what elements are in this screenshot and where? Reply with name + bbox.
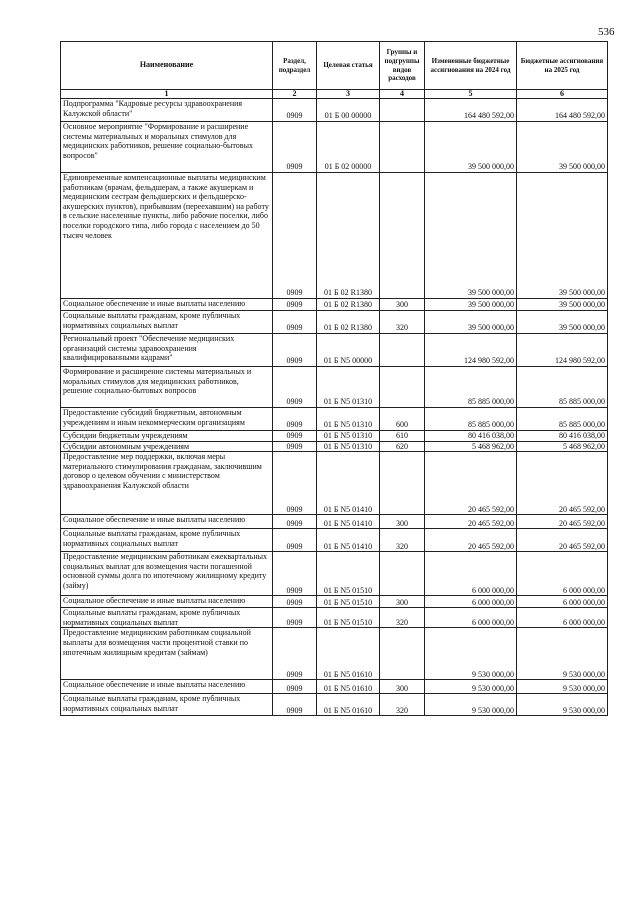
row-amount-2025: 6 000 000,00 [517, 596, 608, 608]
row-target: 01 Б 02 R1380 [317, 311, 380, 334]
row-amount-2024: 20 465 592,00 [425, 529, 517, 552]
row-amount-2024: 164 480 592,00 [425, 99, 517, 122]
col-header-2025: Бюджетные ассигнования на 2025 год [517, 42, 608, 90]
row-amount-2024: 9 530 000,00 [425, 694, 517, 716]
row-target: 01 Б N5 01410 [317, 529, 380, 552]
column-number: 1 [61, 90, 273, 99]
row-target: 01 Б 02 R1380 [317, 173, 380, 299]
col-header-target: Целевая статья [317, 42, 380, 90]
row-amount-2025: 20 465 592,00 [517, 529, 608, 552]
row-amount-2024: 9 530 000,00 [425, 680, 517, 694]
row-expense-group: 620 [380, 441, 425, 452]
row-section: 0909 [273, 408, 317, 431]
row-section: 0909 [273, 431, 317, 442]
column-number-row [61, 90, 608, 99]
row-target: 01 Б N5 01510 [317, 608, 380, 628]
row-target: 01 Б 00 00000 [317, 99, 380, 122]
row-amount-2024: 39 500 000,00 [425, 173, 517, 299]
row-amount-2024: 5 468 962,00 [425, 441, 517, 452]
table-row [61, 552, 608, 596]
row-amount-2025: 85 885 000,00 [517, 408, 608, 431]
row-target: 01 Б N5 01510 [317, 552, 380, 596]
row-amount-2025: 85 885 000,00 [517, 367, 608, 408]
row-amount-2025: 6 000 000,00 [517, 608, 608, 628]
row-name: Предоставление субсидий бюджетным, автономным учреждениям и иным некоммерческим организациям [61, 408, 273, 431]
table-row [61, 408, 608, 431]
row-amount-2025: 9 530 000,00 [517, 680, 608, 694]
row-name: Единовременные компенсационные выплаты медицинским работникам (врачам, фельдшерам, а также акушеркам и медицинским сестрам фельдшерских и фельдшерско-акушерских пунктов), прибывшим (переехавшим) на работу в сельские населенные пункты, либо рабочие поселки, либо поселки городского типа, либо города с населением до 50 тысяч человек [61, 173, 273, 299]
row-section: 0909 [273, 596, 317, 608]
row-amount-2024: 85 885 000,00 [425, 408, 517, 431]
row-name: Региональный проект "Обеспечение медицинских организаций системы здравоохранения квалифицированными кадрами" [61, 334, 273, 367]
table-row [61, 334, 608, 367]
row-section: 0909 [273, 608, 317, 628]
row-name: Социальные выплаты гражданам, кроме публичных нормативных социальных выплат [61, 529, 273, 552]
row-amount-2025: 6 000 000,00 [517, 552, 608, 596]
row-target: 01 Б N5 00000 [317, 334, 380, 367]
row-amount-2025: 39 500 000,00 [517, 173, 608, 299]
row-name: Основное мероприятие "Формирование и расширение системы материальных и моральных стимулов для медицинских работников, решение социально-бытовых вопросов" [61, 122, 273, 173]
row-amount-2025: 9 530 000,00 [517, 694, 608, 716]
row-section: 0909 [273, 311, 317, 334]
row-expense-group [380, 334, 425, 367]
row-name: Предоставление мер поддержки, включая меры материального стимулирования гражданам, заключившим договор о целевом обучении с министерством здравоохранения Калужской области [61, 452, 273, 515]
row-amount-2024: 85 885 000,00 [425, 367, 517, 408]
row-expense-group: 300 [380, 596, 425, 608]
row-expense-group [380, 122, 425, 173]
row-section: 0909 [273, 628, 317, 680]
row-expense-group: 610 [380, 431, 425, 442]
row-expense-group: 300 [380, 680, 425, 694]
row-amount-2024: 39 500 000,00 [425, 299, 517, 311]
row-name: Предоставление медицинским работникам социальной выплаты для возмещения части процентной ставки по ипотечным жилищным кредитам (займам) [61, 628, 273, 680]
row-amount-2025: 39 500 000,00 [517, 122, 608, 173]
row-expense-group: 300 [380, 515, 425, 529]
row-amount-2025: 39 500 000,00 [517, 299, 608, 311]
row-target: 01 Б N5 01510 [317, 596, 380, 608]
row-target: 01 Б N5 01310 [317, 441, 380, 452]
row-expense-group: 320 [380, 608, 425, 628]
column-number: 2 [273, 90, 317, 99]
row-expense-group: 320 [380, 529, 425, 552]
table-row [61, 628, 608, 680]
column-number: 5 [425, 90, 517, 99]
row-section: 0909 [273, 173, 317, 299]
row-amount-2024: 6 000 000,00 [425, 552, 517, 596]
row-expense-group [380, 99, 425, 122]
table-row [61, 173, 608, 299]
table-row [61, 529, 608, 552]
row-name: Социальное обеспечение и иные выплаты населению [61, 299, 273, 311]
row-section: 0909 [273, 367, 317, 408]
row-name: Социальное обеспечение и иные выплаты населению [61, 680, 273, 694]
row-section: 0909 [273, 529, 317, 552]
col-header-2024: Измененные бюджетные ассигнования на 2024 год [425, 42, 517, 90]
row-amount-2024: 6 000 000,00 [425, 608, 517, 628]
row-section: 0909 [273, 515, 317, 529]
row-amount-2024: 39 500 000,00 [425, 122, 517, 173]
row-target: 01 Б N5 01610 [317, 694, 380, 716]
row-amount-2024: 20 465 592,00 [425, 452, 517, 515]
row-section: 0909 [273, 680, 317, 694]
row-target: 01 Б 02 00000 [317, 122, 380, 173]
row-amount-2024: 6 000 000,00 [425, 596, 517, 608]
row-target: 01 Б 02 R1380 [317, 299, 380, 311]
row-target: 01 Б N5 01310 [317, 408, 380, 431]
row-section: 0909 [273, 99, 317, 122]
column-number: 4 [380, 90, 425, 99]
row-expense-group [380, 552, 425, 596]
row-expense-group: 300 [380, 299, 425, 311]
row-section: 0909 [273, 441, 317, 452]
row-target: 01 Б N5 01310 [317, 367, 380, 408]
row-section: 0909 [273, 334, 317, 367]
row-amount-2024: 39 500 000,00 [425, 311, 517, 334]
row-expense-group: 320 [380, 694, 425, 716]
column-number: 3 [317, 90, 380, 99]
table-row [61, 452, 608, 515]
row-name: Социальное обеспечение и иные выплаты населению [61, 596, 273, 608]
row-amount-2025: 124 980 592,00 [517, 334, 608, 367]
row-target: 01 Б N5 01610 [317, 680, 380, 694]
col-header-expense-group: Группы и подгруппы видов расходов [380, 42, 425, 90]
col-header-name: Наименование [61, 42, 273, 90]
row-amount-2024: 124 980 592,00 [425, 334, 517, 367]
table-row [61, 431, 608, 442]
row-name: Субсидии бюджетным учреждениям [61, 431, 273, 442]
table-row [61, 441, 608, 452]
row-target: 01 Б N5 01410 [317, 515, 380, 529]
table-row [61, 122, 608, 173]
table-row [61, 515, 608, 529]
table-row [61, 596, 608, 608]
row-expense-group [380, 452, 425, 515]
table-row [61, 299, 608, 311]
row-name: Социальное обеспечение и иные выплаты населению [61, 515, 273, 529]
row-section: 0909 [273, 694, 317, 716]
row-section: 0909 [273, 122, 317, 173]
header-row [61, 42, 608, 90]
row-amount-2025: 80 416 038,00 [517, 431, 608, 442]
row-amount-2025: 164 480 592,00 [517, 99, 608, 122]
table-row [61, 694, 608, 716]
row-section: 0909 [273, 452, 317, 515]
row-section: 0909 [273, 299, 317, 311]
table-row [61, 311, 608, 334]
col-header-section: Раздел, подраздел [273, 42, 317, 90]
row-name: Предоставление медицинским работникам ежеквартальных социальных выплат для возмещения части погашенной основной суммы долга по ипотечному жилищному кредиту (займу) [61, 552, 273, 596]
row-section: 0909 [273, 552, 317, 596]
row-expense-group [380, 367, 425, 408]
row-amount-2025: 39 500 000,00 [517, 311, 608, 334]
row-name: Формирование и расширение системы материальных и моральных стимулов для медицинских работников, решение социально-бытовых вопросов [61, 367, 273, 408]
row-target: 01 Б N5 01310 [317, 431, 380, 442]
row-amount-2024: 20 465 592,00 [425, 515, 517, 529]
row-expense-group: 320 [380, 311, 425, 334]
table-row [61, 367, 608, 408]
row-amount-2025: 20 465 592,00 [517, 515, 608, 529]
table-row [61, 608, 608, 628]
row-amount-2024: 80 416 038,00 [425, 431, 517, 442]
row-name: Подпрограмма "Кадровые ресурсы здравоохранения Калужской области" [61, 99, 273, 122]
row-target: 01 Б N5 01610 [317, 628, 380, 680]
row-name: Социальные выплаты гражданам, кроме публичных нормативных социальных выплат [61, 694, 273, 716]
row-amount-2024: 9 530 000,00 [425, 628, 517, 680]
table-row [61, 99, 608, 122]
row-target: 01 Б N5 01410 [317, 452, 380, 515]
page-number: 536 [598, 26, 615, 38]
row-expense-group: 600 [380, 408, 425, 431]
row-name: Субсидии автономным учреждениям [61, 441, 273, 452]
row-amount-2025: 5 468 962,00 [517, 441, 608, 452]
row-name: Социальные выплаты гражданам, кроме публичных нормативных социальных выплат [61, 608, 273, 628]
row-amount-2025: 20 465 592,00 [517, 452, 608, 515]
column-number: 6 [517, 90, 608, 99]
row-name: Социальные выплаты гражданам, кроме публичных нормативных социальных выплат [61, 311, 273, 334]
budget-table [60, 41, 608, 716]
table-row [61, 680, 608, 694]
row-amount-2025: 9 530 000,00 [517, 628, 608, 680]
row-expense-group [380, 628, 425, 680]
row-expense-group [380, 173, 425, 299]
